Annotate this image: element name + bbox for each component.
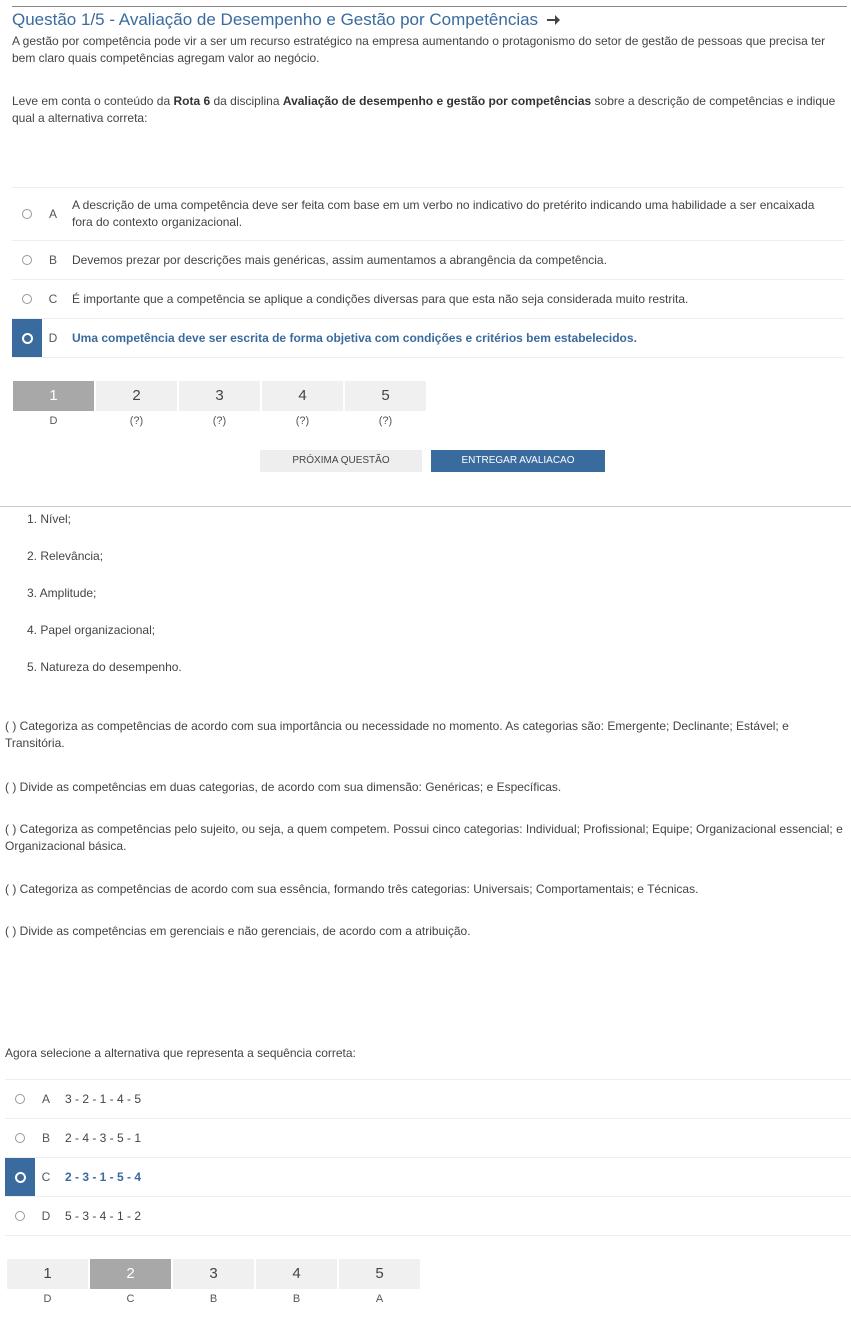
radio-button-selected[interactable] (22, 333, 33, 344)
question-instruction (12, 93, 842, 127)
radio-button[interactable] (22, 209, 32, 219)
radio-button-selected[interactable] (15, 1172, 26, 1183)
statement: ( ) Categoriza as competências de acordo com sua importância ou necessidade no momento. As categorias são: Emergente; Declinante; Estável; e Transitória. (5, 719, 789, 750)
nav-answer: (?) (129, 415, 144, 427)
q2-options (5, 1079, 851, 1236)
nav-item-3[interactable] (179, 381, 260, 427)
section-divider (0, 506, 851, 507)
q1-option-d[interactable] (12, 319, 844, 358)
option-text: A descrição de uma competência deve ser feita com base em um verbo no indicativo do pretérito indicando uma habilidade a ser encaixada fora do contexto organizacional. (72, 198, 815, 229)
nav-answer: D (43, 1293, 52, 1305)
nav-number[interactable]: 5 (345, 381, 426, 411)
radio-cell (5, 1119, 35, 1157)
statement: ( ) Categoriza as competências pelo sujeito, ou seja, a quem competem. Possui cinco categorias: Individual; Profissional; Equipe; Organizacional essencial; e Organizacional básica. (5, 822, 843, 853)
radio-button[interactable] (22, 294, 32, 304)
question-title-text: Questão 1/5 - Avaliação de Desempenho e Gestão por Competências (12, 10, 539, 29)
q1-options (12, 187, 844, 358)
option-letter: A (48, 207, 57, 221)
statement: ( ) Divide as competências em duas categorias, de acordo com sua dimensão: Genéricas; e Específicas. (5, 780, 562, 794)
statement: ( ) Divide as competências em gerenciais e não gerenciais, de acordo com a atribuição. (5, 924, 471, 938)
arrow-right-icon[interactable] (546, 13, 560, 27)
nav-number[interactable]: 3 (179, 381, 260, 411)
nav-number[interactable]: 1 (13, 381, 94, 411)
sequence-prompt: Agora selecione a alternativa que representa a sequência correta: (5, 1046, 356, 1060)
nav-number[interactable]: 2 (90, 1259, 171, 1289)
nav-number[interactable]: 4 (262, 381, 343, 411)
nav-answer: A (375, 1293, 384, 1305)
list-item: 4. Papel organizacional; (27, 623, 156, 637)
radio-button[interactable] (15, 1094, 25, 1104)
option-text: 2 - 3 - 1 - 5 - 4 (65, 1169, 142, 1184)
nav-item-2[interactable] (96, 381, 177, 427)
instruction-text: Leve em conta o conteúdo da (12, 94, 174, 108)
statement: ( ) Categoriza as competências de acordo com sua essência, formando três categorias: Universais; Comportamentais; e Técnicas. (5, 882, 699, 896)
question-intro: A gestão por competência pode vir a ser um recurso estratégico na empresa aumentando o protagonismo do setor de gestão de pessoas que precisa ter bem claro quais competências agregam valor ao negócio. (12, 34, 826, 65)
nav-answer: (?) (378, 415, 393, 427)
list-item: 1. Nível; (27, 512, 72, 526)
nav-item-4[interactable] (256, 1259, 337, 1305)
nav-item-1[interactable] (13, 381, 94, 427)
option-letter: D (48, 331, 58, 345)
list-item: 2. Relevância; (27, 549, 104, 563)
instruction-text: da disciplina (210, 94, 283, 108)
question-title (12, 10, 560, 30)
nav-answer: D (49, 415, 58, 427)
nav-item-1[interactable] (7, 1259, 88, 1305)
nav-number[interactable]: 2 (96, 381, 177, 411)
numbered-list (27, 511, 182, 696)
nav-number[interactable]: 5 (339, 1259, 420, 1289)
option-text: 2 - 4 - 3 - 5 - 1 (65, 1130, 142, 1145)
next-question-button[interactable]: PRÓXIMA QUESTÃO (260, 450, 422, 472)
option-letter: B (41, 1131, 50, 1145)
q2-option-b[interactable] (5, 1119, 851, 1158)
nav-number[interactable]: 4 (256, 1259, 337, 1289)
q2-option-d[interactable] (5, 1197, 851, 1236)
instruction-bold-discipline: Avaliação de desempenho e gestão por competências (282, 94, 592, 108)
option-letter: D (41, 1209, 51, 1223)
option-text: 3 - 2 - 1 - 4 - 5 (65, 1091, 142, 1106)
q1-option-c[interactable] (12, 280, 844, 319)
option-letter: B (48, 253, 57, 267)
radio-cell (12, 241, 42, 279)
option-letter: C (41, 1170, 51, 1184)
list-item: 5. Natureza do desempenho. (27, 660, 182, 674)
q1-question-nav (13, 381, 426, 427)
q2-option-c[interactable] (5, 1158, 851, 1197)
nav-item-4[interactable] (262, 381, 343, 427)
list-item: 3. Amplitude; (27, 586, 97, 600)
top-divider (12, 6, 847, 7)
nav-answer: (?) (212, 415, 227, 427)
submit-evaluation-button[interactable]: ENTREGAR AVALIACAO (431, 450, 605, 472)
instruction-bold-route: Rota 6 (173, 94, 211, 108)
radio-cell (5, 1080, 35, 1118)
q1-option-b[interactable] (12, 241, 844, 280)
option-text: É importante que a competência se aplique a condições diversas para que esta não seja considerada muito restrita. (72, 291, 689, 306)
nav-item-2[interactable] (90, 1259, 171, 1305)
radio-cell (12, 188, 42, 240)
instruction-text: sobre a descrição de competências e indique qual a alternativa correta: (12, 94, 836, 125)
radio-cell (12, 319, 42, 357)
radio-cell (12, 280, 42, 318)
radio-cell (5, 1158, 35, 1196)
nav-answer: B (209, 1293, 218, 1305)
radio-button[interactable] (22, 255, 32, 265)
nav-answer: B (292, 1293, 301, 1305)
radio-cell (5, 1197, 35, 1235)
q1-option-a[interactable] (12, 188, 844, 241)
option-text: Devemos prezar por descrições mais genéricas, assim aumentamos a abrangência da competência. (72, 252, 607, 267)
option-text: Uma competência deve ser escrita de forma objetiva com condições e critérios bem estabelecidos. (72, 330, 637, 345)
option-text: 5 - 3 - 4 - 1 - 2 (65, 1208, 142, 1223)
nav-item-3[interactable] (173, 1259, 254, 1305)
nav-answer: (?) (295, 415, 310, 427)
option-letter: A (41, 1092, 50, 1106)
radio-button[interactable] (15, 1133, 25, 1143)
nav-number[interactable]: 3 (173, 1259, 254, 1289)
nav-item-5[interactable] (339, 1259, 420, 1305)
radio-button[interactable] (15, 1211, 25, 1221)
nav-item-5[interactable] (345, 381, 426, 427)
option-letter: C (48, 292, 58, 306)
q2-question-nav (7, 1259, 420, 1305)
nav-number[interactable]: 1 (7, 1259, 88, 1289)
q2-option-a[interactable] (5, 1080, 851, 1119)
nav-answer: C (126, 1293, 135, 1305)
